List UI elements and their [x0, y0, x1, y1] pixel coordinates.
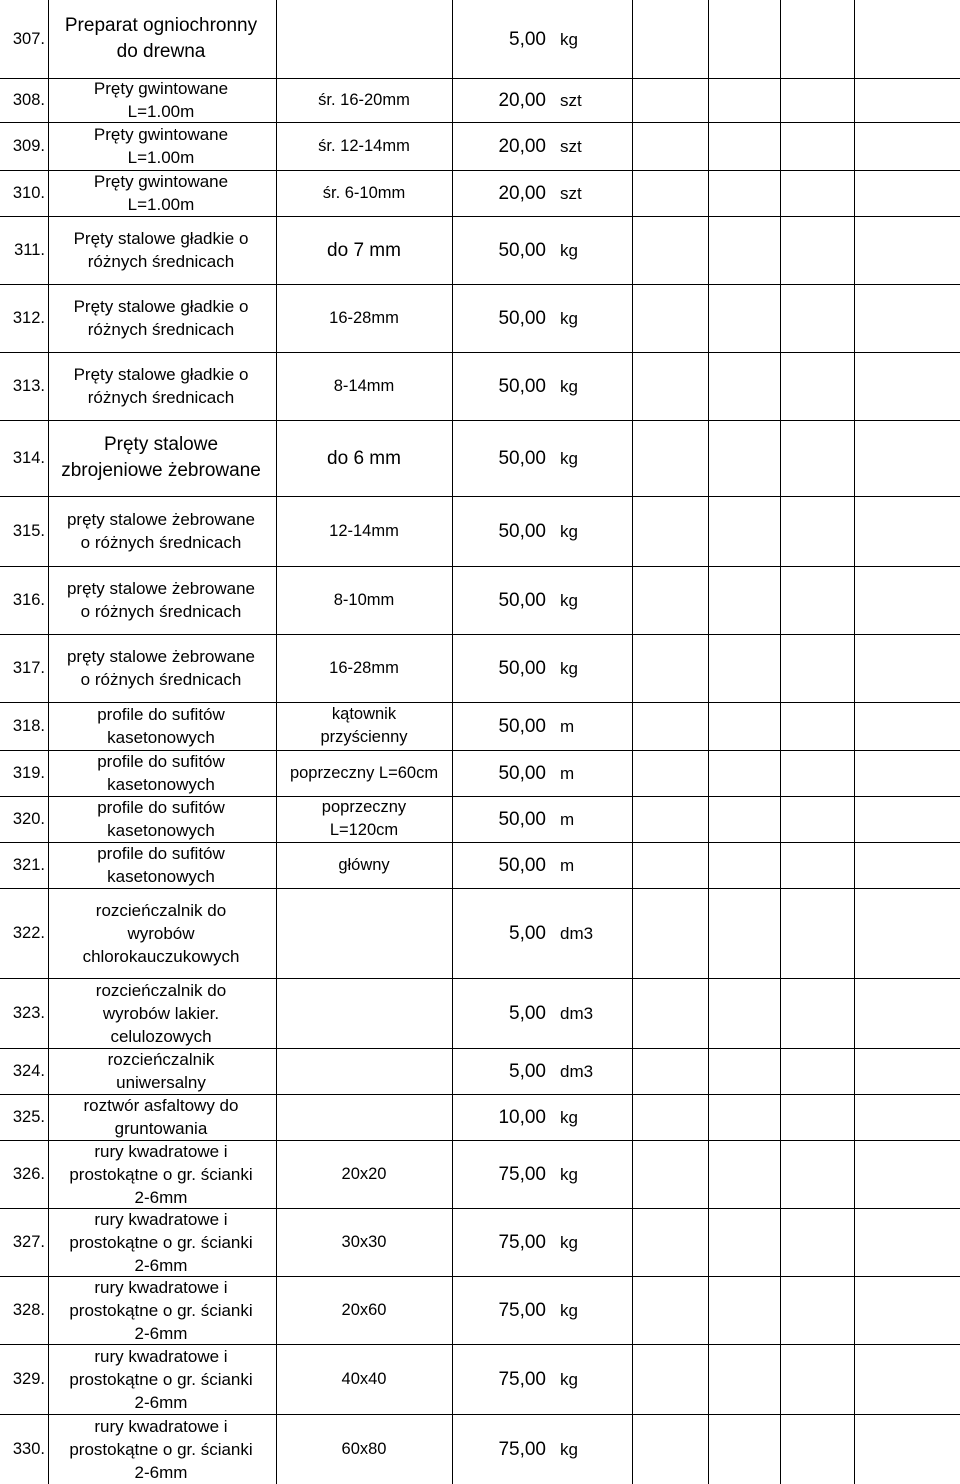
item-number: 319. [12, 763, 45, 782]
item-quantity: 50,00 [498, 307, 546, 329]
item-number: 327. [12, 1232, 45, 1251]
item-number: 312. [12, 308, 45, 327]
item-name: rozcieńczalnik do wyrobów lakier. celulozowych [95, 980, 227, 1046]
row-divider [0, 702, 960, 703]
row-divider [0, 1208, 960, 1209]
table-row [0, 216, 960, 284]
table-row [0, 284, 960, 352]
table-row [0, 78, 960, 122]
item-name: Pręty gwintowane L=1.00m [93, 79, 229, 121]
item-unit: kg [560, 308, 578, 328]
item-quantity: 10,00 [498, 1106, 546, 1128]
item-unit: m [560, 809, 575, 829]
item-number: 320. [12, 809, 45, 828]
item-number: 310. [12, 183, 45, 202]
item-unit: kg [560, 1232, 578, 1252]
item-quantity: 50,00 [498, 520, 546, 542]
item-quantity: 75,00 [498, 1368, 546, 1390]
item-dimension [276, 0, 452, 78]
table-row [0, 1094, 960, 1140]
row-divider [0, 842, 960, 843]
row-divider [0, 122, 960, 123]
row-divider [0, 1140, 960, 1141]
item-number: 322. [12, 923, 45, 942]
item-dimension: 16-28mm [329, 308, 399, 327]
item-dimension: główny [338, 855, 390, 874]
item-dimension: 12-14mm [329, 521, 399, 540]
item-quantity: 50,00 [498, 589, 546, 611]
item-quantity: 50,00 [498, 657, 546, 679]
item-quantity: 50,00 [498, 762, 546, 784]
item-unit: kg [560, 521, 578, 541]
item-name: rury kwadratowe i prostokątne o gr. ścianki 2-6mm [69, 1141, 253, 1207]
item-dimension: 30x30 [341, 1232, 387, 1251]
item-name: rozcieńczalnik do wyrobów chlorokauczukowych [82, 900, 240, 966]
item-name: pręty stalowe żebrowane o różnych średnicach [66, 510, 256, 552]
item-unit: kg [560, 448, 578, 468]
item-dimension: śr. 12-14mm [318, 136, 410, 155]
item-quantity: 20,00 [498, 135, 546, 157]
row-divider [0, 1048, 960, 1049]
table-row [0, 566, 960, 634]
item-number: 314. [12, 448, 45, 467]
table-row [0, 170, 960, 216]
item-unit: m [560, 763, 575, 783]
row-divider [0, 1414, 960, 1415]
row-divider [0, 1276, 960, 1277]
item-name: roztwór asfaltowy do gruntowania [83, 1096, 239, 1138]
item-number: 307. [12, 29, 45, 48]
item-name: profile do sufitów kasetonowych [97, 705, 225, 747]
item-unit: kg [560, 240, 578, 260]
table-row [0, 842, 960, 888]
item-unit: szt [560, 183, 582, 203]
table-row [0, 496, 960, 566]
item-unit: dm3 [560, 1003, 594, 1023]
item-number: 323. [12, 1003, 45, 1022]
item-dimension [276, 888, 452, 978]
item-unit: kg [560, 29, 578, 49]
row-divider [0, 1094, 960, 1095]
item-name: Pręty stalowe zbrojeniowe żebrowane [61, 434, 261, 481]
item-quantity: 20,00 [498, 182, 546, 204]
table-row [0, 1208, 960, 1276]
item-quantity: 50,00 [498, 854, 546, 876]
item-name: pręty stalowe żebrowane o różnych średnicach [66, 579, 256, 621]
item-name: Pręty gwintowane L=1.00m [93, 172, 229, 214]
table-row [0, 888, 960, 978]
item-quantity: 5,00 [509, 1060, 546, 1082]
item-quantity: 5,00 [509, 922, 546, 944]
item-name: rury kwadratowe i prostokątne o gr. ścianki 2-6mm [69, 1416, 253, 1482]
item-dimension: poprzeczny L=60cm [289, 763, 439, 782]
item-unit: kg [560, 1369, 578, 1389]
row-divider [0, 796, 960, 797]
item-number: 329. [12, 1369, 45, 1388]
item-quantity: 5,00 [509, 28, 546, 50]
item-quantity: 75,00 [498, 1231, 546, 1253]
item-name: Pręty stalowe gładkie o różnych średnicach [73, 229, 249, 271]
item-dimension [276, 1048, 452, 1094]
item-dimension: do 7 mm [327, 239, 401, 261]
table-row [0, 1344, 960, 1414]
row-divider [0, 420, 960, 421]
item-dimension: 16-28mm [329, 658, 399, 677]
item-name: Preparat ogniochronny do drewna [64, 15, 258, 62]
item-unit: kg [560, 590, 578, 610]
item-quantity: 50,00 [498, 447, 546, 469]
item-name: rury kwadratowe i prostokątne o gr. ścianki 2-6mm [69, 1346, 253, 1412]
table-row [0, 634, 960, 702]
row-divider [0, 566, 960, 567]
item-name: rury kwadratowe i prostokątne o gr. ścianki 2-6mm [69, 1209, 253, 1275]
item-dimension: 60x80 [341, 1439, 387, 1458]
item-quantity: 50,00 [498, 239, 546, 261]
table-row [0, 0, 960, 78]
item-dimension: śr. 6-10mm [322, 183, 406, 202]
item-number: 316. [12, 590, 45, 609]
item-number: 315. [12, 521, 45, 540]
item-quantity: 50,00 [498, 715, 546, 737]
table-row [0, 352, 960, 420]
row-divider [0, 216, 960, 217]
item-unit: szt [560, 90, 582, 110]
item-number: 309. [12, 136, 45, 155]
item-unit: m [560, 716, 575, 736]
item-quantity: 50,00 [498, 375, 546, 397]
item-dimension: 20x20 [341, 1164, 387, 1183]
item-number: 318. [12, 716, 45, 735]
item-quantity: 75,00 [498, 1163, 546, 1185]
item-quantity: 20,00 [498, 89, 546, 111]
row-divider [0, 496, 960, 497]
item-number: 317. [12, 658, 45, 677]
row-divider [0, 170, 960, 171]
item-unit: szt [560, 136, 582, 156]
table-row [0, 750, 960, 796]
item-quantity: 75,00 [498, 1438, 546, 1460]
row-divider [0, 888, 960, 889]
item-dimension: 8-10mm [333, 590, 395, 609]
table-row [0, 1140, 960, 1208]
item-name: profile do sufitów kasetonowych [97, 752, 225, 794]
item-dimension [276, 978, 452, 1048]
item-unit: kg [560, 1439, 578, 1459]
table-row [0, 978, 960, 1048]
row-divider [0, 284, 960, 285]
table-row [0, 1048, 960, 1094]
item-name: Pręty stalowe gładkie o różnych średnicach [73, 297, 249, 339]
row-divider [0, 352, 960, 353]
item-dimension: śr. 16-20mm [318, 90, 410, 109]
item-quantity: 75,00 [498, 1299, 546, 1321]
item-dimension: poprzeczny L=120cm [321, 798, 407, 839]
row-divider [0, 1344, 960, 1345]
item-number: 313. [12, 376, 45, 395]
item-quantity: 50,00 [498, 808, 546, 830]
table-row [0, 1414, 960, 1484]
item-name: rury kwadratowe i prostokątne o gr. ścianki 2-6mm [69, 1277, 253, 1343]
row-divider [0, 78, 960, 79]
table-row [0, 796, 960, 842]
item-dimension [276, 1094, 452, 1140]
item-unit: kg [560, 1300, 578, 1320]
item-unit: kg [560, 376, 578, 396]
table-row [0, 122, 960, 170]
item-unit: kg [560, 1164, 578, 1184]
item-unit: m [560, 855, 575, 875]
row-divider [0, 978, 960, 979]
item-number: 325. [12, 1107, 45, 1126]
item-unit: kg [560, 1107, 578, 1127]
row-divider [0, 750, 960, 751]
item-number: 311. [14, 240, 45, 259]
item-number: 321. [12, 855, 45, 874]
table-row [0, 1276, 960, 1344]
item-dimension: 8-14mm [333, 376, 395, 395]
item-unit: dm3 [560, 1061, 594, 1081]
item-name: rozcieńczalnik uniwersalny [107, 1050, 215, 1092]
item-name: profile do sufitów kasetonowych [97, 844, 225, 886]
table-row [0, 420, 960, 496]
item-name: Pręty stalowe gładkie o różnych średnicach [73, 365, 249, 407]
item-number: 324. [12, 1061, 45, 1080]
item-number: 326. [12, 1164, 45, 1183]
item-number: 328. [12, 1300, 45, 1319]
item-name: Pręty gwintowane L=1.00m [93, 125, 229, 167]
table-row [0, 702, 960, 750]
item-dimension: 40x40 [341, 1369, 387, 1388]
item-dimension: kątownik przyścienny [320, 705, 408, 746]
item-unit: dm3 [560, 923, 594, 943]
row-divider [0, 634, 960, 635]
item-dimension: 20x60 [341, 1300, 387, 1319]
item-name: pręty stalowe żebrowane o różnych średnicach [66, 647, 256, 689]
item-number: 330. [12, 1439, 45, 1458]
item-unit: kg [560, 658, 578, 678]
item-dimension: do 6 mm [327, 447, 401, 469]
item-number: 308. [12, 90, 45, 109]
item-name: profile do sufitów kasetonowych [97, 798, 225, 840]
item-quantity: 5,00 [509, 1002, 546, 1024]
